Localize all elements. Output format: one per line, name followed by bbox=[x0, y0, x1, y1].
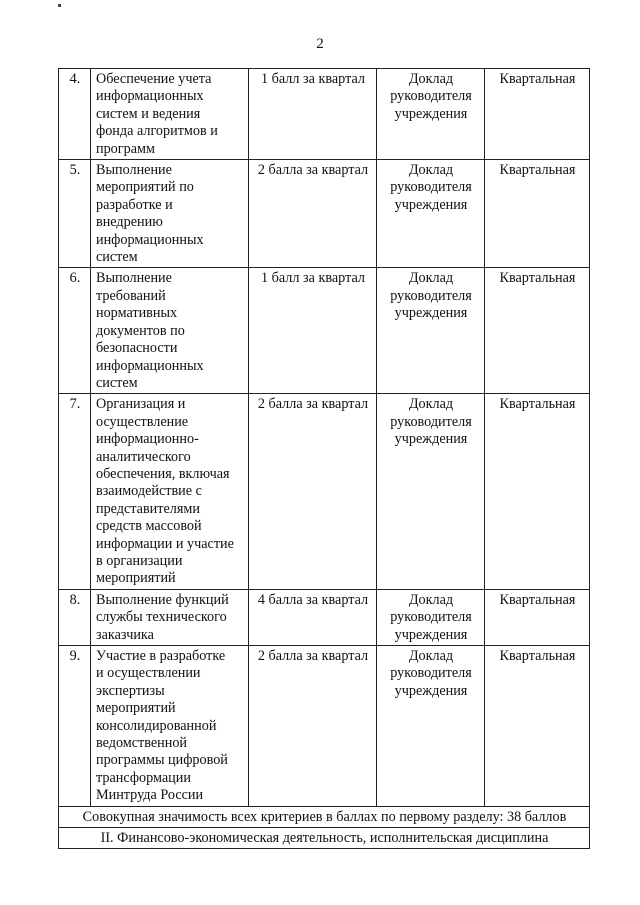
criterion-line: мероприятий по bbox=[96, 179, 194, 196]
source-cell bbox=[377, 69, 485, 160]
period-cell: Квартальная bbox=[485, 160, 590, 268]
criterion-line: Обеспечение учета bbox=[96, 71, 212, 87]
period-cell: Квартальная bbox=[485, 589, 590, 645]
source-line: руководителя bbox=[390, 179, 472, 196]
criterion-line: нормативных bbox=[96, 305, 178, 322]
criterion-line: консолидированной bbox=[96, 717, 217, 734]
page-number: 2 bbox=[316, 36, 324, 52]
criteria-table-body bbox=[59, 69, 590, 807]
points-cell: 2 балла за квартал bbox=[249, 160, 377, 268]
criterion-line: осуществление bbox=[96, 413, 189, 430]
table-row bbox=[59, 160, 590, 268]
scan-mark bbox=[58, 4, 61, 7]
criterion-line: разработке и bbox=[96, 196, 173, 213]
source-line: учреждения bbox=[394, 626, 468, 643]
source-cell bbox=[377, 589, 485, 645]
criterion-line: трансформации bbox=[96, 769, 191, 786]
table-row bbox=[59, 646, 590, 807]
criterion-line: информационных bbox=[96, 231, 204, 248]
criterion-line: Выполнение bbox=[96, 162, 172, 179]
points-cell: 1 балл за квартал bbox=[249, 268, 377, 394]
source-line: Доклад bbox=[408, 270, 454, 287]
row-number: 6. bbox=[59, 268, 91, 394]
criterion-line: фонда алгоритмов и bbox=[96, 123, 218, 140]
criterion-cell bbox=[91, 69, 249, 160]
criterion-line: Выполнение функций bbox=[96, 591, 229, 608]
criterion-line: службы технического bbox=[96, 609, 227, 626]
source-line: Доклад bbox=[408, 71, 454, 87]
row-number: 8. bbox=[59, 589, 91, 645]
points-cell: 1 балл за квартал bbox=[249, 69, 377, 160]
source-cell bbox=[377, 394, 485, 589]
criterion-line: программ bbox=[96, 140, 155, 157]
criterion-line: документов по bbox=[96, 322, 185, 339]
criterion-line: мероприятий bbox=[96, 700, 176, 717]
table-row bbox=[59, 69, 590, 160]
criterion-line: в организации bbox=[96, 552, 183, 569]
source-line: руководителя bbox=[390, 88, 472, 105]
criterion-cell bbox=[91, 160, 249, 268]
source-line: Доклад bbox=[408, 591, 454, 608]
points-cell: 2 балла за квартал bbox=[249, 394, 377, 589]
criterion-line: программы цифровой bbox=[96, 752, 228, 769]
source-line: руководителя bbox=[390, 609, 472, 626]
criterion-line: ведомственной bbox=[96, 735, 188, 752]
source-cell bbox=[377, 646, 485, 807]
source-line: руководителя bbox=[390, 665, 472, 682]
table-row bbox=[59, 394, 590, 589]
criterion-line: обеспечения, включая bbox=[96, 465, 230, 482]
row-number: 9. bbox=[59, 646, 91, 807]
table-row bbox=[59, 268, 590, 394]
source-line: Доклад bbox=[408, 648, 454, 664]
source-line: учреждения bbox=[394, 682, 468, 699]
summary-text: Совокупная значимость всех критериев в баллах по первому разделу: 38 баллов bbox=[59, 806, 590, 827]
criterion-cell bbox=[91, 589, 249, 645]
source-line: руководителя bbox=[390, 413, 472, 430]
criterion-cell bbox=[91, 268, 249, 394]
period-cell: Квартальная bbox=[485, 394, 590, 589]
criterion-line: Участие в разработке bbox=[96, 648, 226, 664]
points-cell: 2 балла за квартал bbox=[249, 646, 377, 807]
criterion-line: средств массовой bbox=[96, 518, 202, 535]
source-line: учреждения bbox=[394, 196, 468, 213]
criterion-line: Минтруда России bbox=[96, 787, 204, 804]
summary-row bbox=[59, 806, 590, 827]
source-line: Доклад bbox=[408, 162, 454, 179]
criterion-cell bbox=[91, 646, 249, 807]
criterion-line: информационных bbox=[96, 357, 204, 374]
criteria-table bbox=[58, 68, 590, 849]
criterion-line: Организация и bbox=[96, 396, 186, 413]
criterion-line: аналитического bbox=[96, 448, 191, 465]
criterion-line: информационных bbox=[96, 88, 204, 105]
criterion-line: требований bbox=[96, 287, 166, 304]
period-cell: Квартальная bbox=[485, 268, 590, 394]
criterion-line: информационно- bbox=[96, 431, 199, 448]
source-line: Доклад bbox=[408, 396, 454, 413]
criterion-line: систем и ведения bbox=[96, 105, 201, 122]
criterion-line: мероприятий bbox=[96, 570, 176, 587]
source-line: учреждения bbox=[394, 105, 468, 122]
criterion-line: представителями bbox=[96, 500, 200, 517]
row-number: 5. bbox=[59, 160, 91, 268]
source-line: учреждения bbox=[394, 431, 468, 448]
criterion-line: безопасности bbox=[96, 340, 178, 357]
period-cell: Квартальная bbox=[485, 646, 590, 807]
criterion-cell bbox=[91, 394, 249, 589]
source-line: руководителя bbox=[390, 287, 472, 304]
criterion-line: систем bbox=[96, 374, 138, 391]
row-number: 7. bbox=[59, 394, 91, 589]
criterion-line: Выполнение bbox=[96, 270, 172, 287]
source-line: учреждения bbox=[394, 305, 468, 322]
criterion-line: взаимодействие с bbox=[96, 483, 202, 500]
points-cell: 4 балла за квартал bbox=[249, 589, 377, 645]
criterion-line: заказчика bbox=[96, 626, 154, 643]
criterion-line: экспертизы bbox=[96, 682, 165, 699]
section-heading: II. Финансово-экономическая деятельность, исполнительская дисциплина bbox=[59, 828, 590, 849]
table-row bbox=[59, 589, 590, 645]
criterion-line: внедрению bbox=[96, 214, 163, 231]
section-row bbox=[59, 828, 590, 849]
row-number: 4. bbox=[59, 69, 91, 160]
criterion-line: систем bbox=[96, 249, 138, 266]
criterion-line: информации и участие bbox=[96, 535, 234, 552]
period-cell: Квартальная bbox=[485, 69, 590, 160]
source-cell bbox=[377, 160, 485, 268]
source-cell bbox=[377, 268, 485, 394]
criterion-line: и осуществлении bbox=[96, 665, 201, 682]
